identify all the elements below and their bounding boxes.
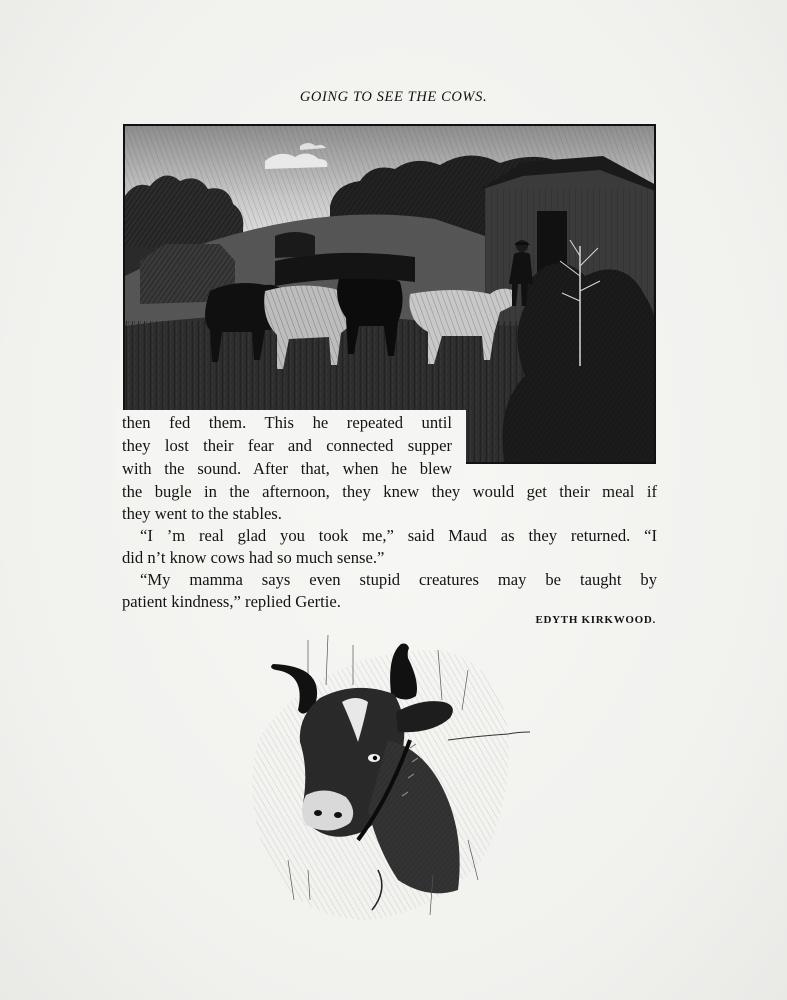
cow-head-sketch	[238, 630, 538, 925]
body-line: they went to the stables.	[122, 504, 282, 523]
body-line: with the sound. After that, when he blew	[122, 459, 452, 478]
body-line: they lost their fear and connected supper	[122, 436, 452, 455]
body-line: patient kindness,” replied Gertie.	[122, 592, 341, 611]
body-line: “My mamma says even stupid creatures may be taught by	[140, 570, 657, 589]
body-line: “I ’m real glad you took me,” said Maud as they returned. “I	[140, 526, 657, 545]
body-line: then fed them. This he repeated until	[122, 413, 452, 432]
running-title: GOING TO SEE THE COWS.	[299, 89, 488, 105]
author-byline: EDYTH KIRKWOOD.	[535, 614, 656, 626]
body-line: the bugle in the afternoon, they knew they would get their meal if	[122, 482, 657, 501]
body-line: did n’t know cows had so much sense.”	[122, 548, 385, 567]
